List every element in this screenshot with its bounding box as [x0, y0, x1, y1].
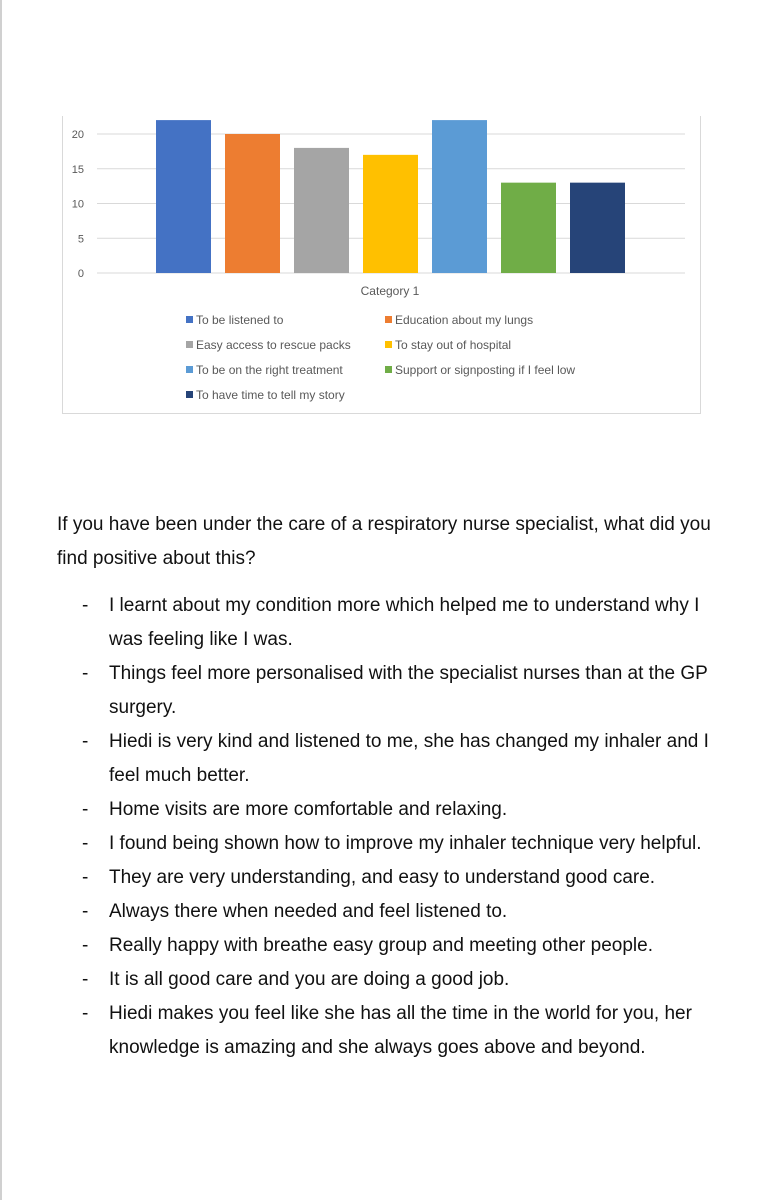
legend-swatch — [186, 366, 193, 373]
legend-swatch — [186, 341, 193, 348]
bar — [294, 148, 349, 273]
bullet-dash: - — [82, 663, 89, 684]
response-item — [82, 657, 722, 725]
legend-label: Support or signposting if I feel low — [395, 363, 576, 377]
response-text: Hiedi is very kind and listened to me, she has changed my inhaler and I feel much better. — [109, 731, 709, 786]
bullet-dash: - — [82, 901, 89, 922]
response-text: They are very understanding, and easy to understand good care. — [109, 867, 656, 888]
y-tick-label: 20 — [71, 129, 84, 141]
bullet-dash: - — [82, 1003, 89, 1024]
bar — [570, 183, 625, 273]
y-tick-label: 15 — [71, 163, 84, 176]
bullet-dash: - — [82, 969, 89, 990]
bar — [363, 155, 418, 273]
legend-label: To have time to tell my story — [196, 388, 345, 402]
legend-label: To be on the right treatment — [196, 363, 343, 377]
bar-chart — [62, 116, 701, 414]
legend-swatch — [385, 341, 392, 348]
response-item — [82, 793, 722, 827]
y-tick-label: 5 — [77, 233, 84, 246]
bullet-dash: - — [82, 867, 89, 888]
legend-swatch — [186, 391, 193, 398]
response-text: Always there when needed and feel listened to. — [109, 901, 508, 922]
response-item — [82, 997, 722, 1065]
bullet-dash: - — [82, 935, 89, 956]
bar — [156, 120, 211, 273]
legend-label: To stay out of hospital — [395, 338, 512, 352]
response-text: Things feel more personalised with the specialist nurses than at the GP surgery. — [109, 663, 708, 718]
bar — [501, 183, 556, 273]
response-item — [82, 827, 722, 861]
response-text: I learnt about my condition more which helped me to understand why I was feeling like I was. — [109, 595, 700, 650]
response-text: I found being shown how to improve my inhaler technique very helpful. — [109, 833, 702, 854]
bar — [432, 120, 487, 273]
legend-label: To be listened to — [196, 313, 284, 327]
response-item — [82, 895, 722, 929]
bar — [225, 134, 280, 273]
survey-question: If you have been under the care of a respiratory nurse specialist, what did you find positive about this? — [57, 514, 711, 569]
response-item — [82, 725, 722, 793]
legend-label: Easy access to rescue packs — [196, 338, 351, 352]
y-tick-label: 10 — [71, 198, 84, 211]
response-item — [82, 589, 722, 657]
response-text: It is all good care and you are doing a good job. — [109, 969, 510, 990]
response-text: Hiedi makes you feel like she has all the time in the world for you, her knowledge is amazing and she always goes above and beyond. — [109, 1003, 692, 1058]
bullet-dash: - — [82, 595, 89, 616]
page-left-edge — [0, 0, 2, 1200]
response-item — [82, 963, 722, 997]
x-category-label: Category 1 — [360, 284, 420, 298]
y-tick-label: 0 — [77, 268, 84, 280]
bullet-dash: - — [82, 731, 89, 752]
legend-swatch — [385, 316, 392, 323]
response-text: Home visits are more comfortable and relaxing. — [109, 799, 508, 820]
response-item — [82, 929, 722, 963]
legend-swatch — [186, 316, 193, 323]
legend-label: Education about my lungs — [395, 313, 534, 327]
bullet-dash: - — [82, 799, 89, 820]
bullet-dash: - — [82, 833, 89, 854]
response-text: Really happy with breathe easy group and meeting other people. — [109, 935, 653, 956]
response-list — [82, 589, 722, 1065]
legend-swatch — [385, 366, 392, 373]
response-item — [82, 861, 722, 895]
